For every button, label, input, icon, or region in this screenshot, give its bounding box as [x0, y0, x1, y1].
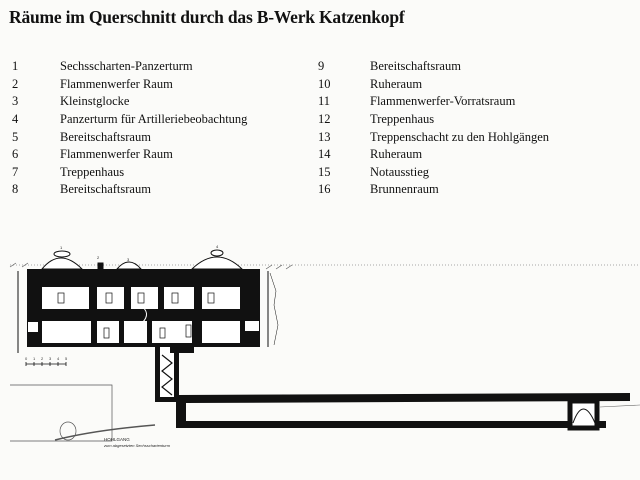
- legend-item: [12, 76, 247, 94]
- legend-item: [12, 93, 247, 111]
- cupola-3: [117, 262, 141, 269]
- room-6: [131, 287, 158, 309]
- legend-label: Ruheraum: [370, 76, 423, 91]
- legend-label: Bereitschaftsraum: [370, 59, 461, 74]
- legend-number: 16: [318, 182, 331, 197]
- legend-item: [12, 164, 247, 182]
- legend-number: 15: [318, 164, 331, 179]
- legend-item: [318, 128, 549, 146]
- legend-label: Bereitschaftsraum: [60, 129, 151, 144]
- svg-text:3: 3: [127, 257, 130, 262]
- legend-item: [318, 111, 549, 129]
- periscope: [98, 263, 103, 269]
- legend-item: [12, 58, 247, 76]
- legend-label: Notausstieg: [370, 164, 430, 179]
- legend-label: Treppenhaus: [60, 164, 125, 179]
- room-15: [28, 322, 38, 332]
- legend-label: Brunnenraum: [370, 182, 439, 197]
- legend-item: [12, 146, 247, 164]
- turret-1: [42, 258, 82, 269]
- room-10: [42, 321, 91, 343]
- room-14: [202, 321, 240, 343]
- legend-number: 9: [318, 59, 325, 74]
- ground-surface: [10, 263, 640, 269]
- room-16: [245, 321, 259, 331]
- legend-item: [318, 93, 549, 111]
- legend-number: 10: [318, 76, 331, 91]
- room-7: [124, 321, 147, 343]
- room-2: [97, 287, 124, 309]
- legend-number: 1: [12, 59, 19, 74]
- legend-label: Flammenwerfer Raum: [60, 147, 173, 162]
- tunnel-caption: HOHLGANG: [104, 437, 130, 442]
- scale-mark: 5: [65, 356, 68, 361]
- legend-number: 4: [12, 112, 19, 127]
- tunnel-system: [176, 393, 640, 428]
- svg-text:4: 4: [216, 244, 219, 249]
- legend-item: [12, 181, 247, 199]
- page-title: Räume im Querschnitt durch das B-Werk Katzenkopf: [9, 7, 405, 27]
- scale-mark: 3: [49, 356, 52, 361]
- legend-number: 8: [12, 182, 19, 197]
- legend-label: Sechsscharten-Panzerturm: [60, 59, 193, 74]
- legend-label: Flammenwerfer-Vorratsraum: [370, 94, 516, 109]
- legend-number: 14: [318, 147, 331, 162]
- show-through-text: [258, 40, 262, 56]
- room-5: [42, 287, 89, 309]
- legend-label: Bereitschaftsraum: [60, 182, 151, 197]
- legend-number: 2: [12, 76, 19, 91]
- legend-number: 7: [12, 164, 19, 179]
- legend-item: [318, 146, 549, 164]
- legend-item: [318, 58, 549, 76]
- scale-mark: 4: [57, 356, 60, 361]
- scale-mark: 1: [33, 356, 36, 361]
- svg-text:2: 2: [97, 255, 100, 260]
- scale-mark: 2: [41, 356, 44, 361]
- scale-bar: [26, 362, 66, 366]
- turret-1-cap: [54, 251, 70, 257]
- legend-right: [318, 58, 549, 199]
- legend-label: Ruheraum: [370, 147, 423, 162]
- legend-number: 11: [318, 94, 331, 109]
- legend-label: Treppenschacht zu den Hohlgängen: [370, 129, 550, 144]
- stair-shaft-13: [155, 345, 194, 402]
- bunker-block: [27, 269, 260, 347]
- turrets: [42, 250, 242, 269]
- legend-label: Flammenwerfer Raum: [60, 76, 173, 91]
- room-8: [164, 287, 194, 309]
- cross-section-diagram: [0, 235, 640, 480]
- legend-label: Panzerturm für Artilleriebeobachtung: [60, 112, 248, 127]
- legend-number: 5: [12, 129, 19, 144]
- svg-text:1: 1: [60, 245, 63, 250]
- room-11: [97, 321, 119, 343]
- tunnel-caption-sub: zum abgesetzten Sechsschartenturm: [104, 443, 171, 448]
- legend-number: 6: [12, 147, 19, 162]
- legend-item: [318, 181, 549, 199]
- legend-label: Kleinstglocke: [60, 94, 130, 109]
- legend-item: [318, 76, 549, 94]
- legend-label: Treppenhaus: [370, 112, 435, 127]
- legend-item: [12, 128, 247, 146]
- legend-left: [12, 58, 247, 199]
- legend-item: [12, 111, 247, 129]
- legend-number: 3: [12, 94, 19, 109]
- distant-gallery: [10, 385, 155, 441]
- turret-4: [192, 257, 242, 269]
- scale-mark: 0: [25, 356, 28, 361]
- legend-item: [318, 164, 549, 182]
- legend-number: 12: [318, 112, 331, 127]
- legend-number: 13: [318, 129, 331, 144]
- turret-4-cap: [211, 250, 223, 256]
